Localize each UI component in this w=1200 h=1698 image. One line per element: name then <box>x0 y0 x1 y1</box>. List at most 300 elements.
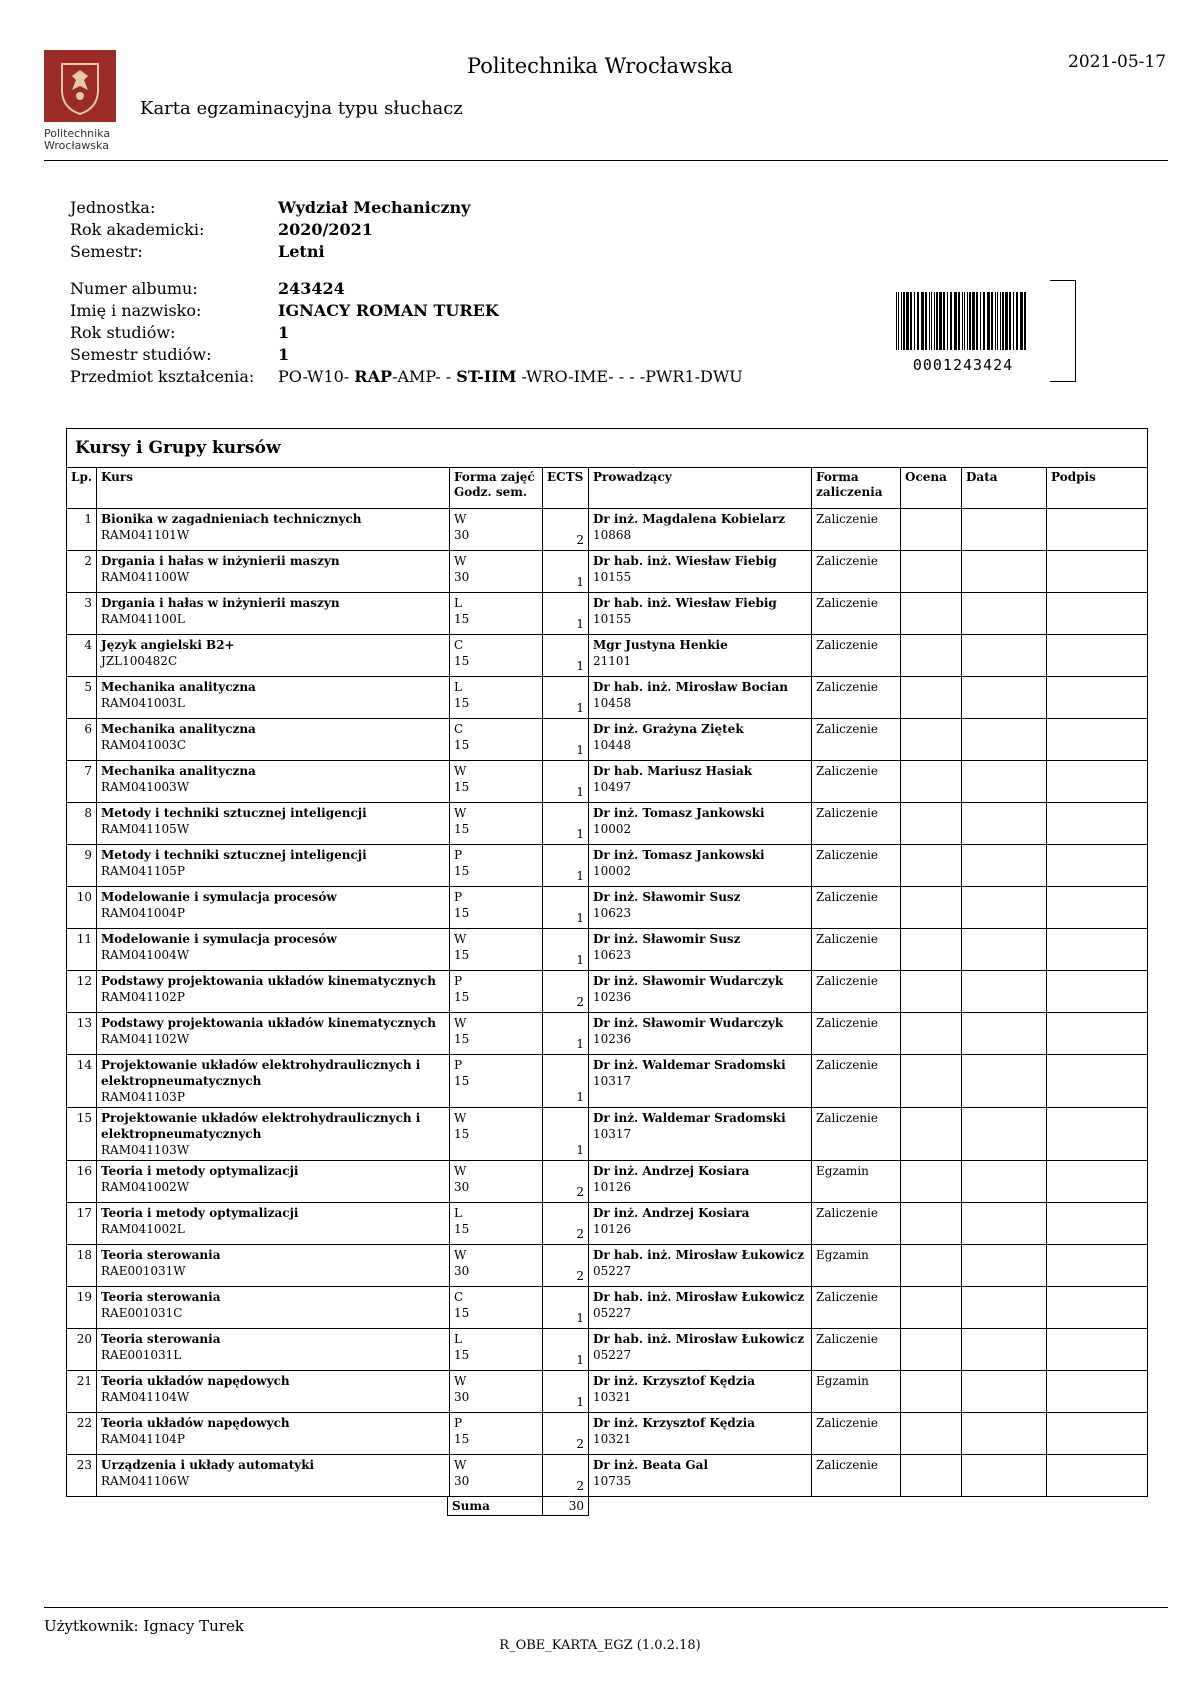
cell-kurs <box>97 1055 450 1108</box>
lp-value: 18 <box>76 1248 93 1262</box>
ects-value: 1 <box>576 785 585 799</box>
course-name: Teoria układów napędowych <box>101 1416 290 1430</box>
cell-forma <box>450 1329 543 1371</box>
przedmiot-part: ST-IIM <box>456 367 517 386</box>
course-code: RAM041002W <box>101 1180 190 1194</box>
course-code: RAM041003C <box>101 738 186 752</box>
forma-value: L <box>454 680 462 694</box>
table-row <box>67 761 1148 803</box>
forma-zaliczenia-value: Zaliczenie <box>816 848 878 862</box>
lp-value: 1 <box>84 512 93 526</box>
cell-prowadzacy <box>589 971 812 1013</box>
cell-ects <box>543 929 589 971</box>
cell-prowadzacy <box>589 845 812 887</box>
value-numer-albumu: 243424 <box>278 279 345 298</box>
barcode-bar <box>987 292 990 350</box>
label-semestr-studiow: Semestr studiów: <box>70 345 212 364</box>
cell-lp <box>67 1287 97 1329</box>
cell-prowadzacy <box>589 1203 812 1245</box>
table-row <box>67 1013 1148 1055</box>
table-row <box>67 635 1148 677</box>
ects-value: 1 <box>576 1143 585 1157</box>
cell-lp <box>67 1013 97 1055</box>
cell-ects <box>543 971 589 1013</box>
cell-ects <box>543 1329 589 1371</box>
lecturer-name: Dr inż. Sławomir Susz <box>593 890 741 904</box>
barcode-bar <box>925 292 927 350</box>
cell-data <box>962 677 1047 719</box>
cell-ocena <box>901 719 962 761</box>
cell-forma-zaliczenia <box>812 593 901 635</box>
cell-prowadzacy <box>589 1329 812 1371</box>
cell-data <box>962 1161 1047 1203</box>
table-row <box>67 719 1148 761</box>
godz-value: 15 <box>454 738 470 752</box>
lecturer-id: 10321 <box>593 1432 632 1446</box>
cell-kurs <box>97 551 450 593</box>
lecturer-id: 10448 <box>593 738 632 752</box>
lecturer-name: Dr inż. Waldemar Sradomski <box>593 1058 786 1072</box>
cell-forma <box>450 593 543 635</box>
lecturer-name: Dr hab. inż. Wiesław Fiebig <box>593 554 777 568</box>
cell-forma <box>450 1455 543 1497</box>
barcode-bar <box>898 292 899 350</box>
lecturer-id: 05227 <box>593 1264 632 1278</box>
report-code: R_OBE_KARTA_EGZ (1.0.2.18) <box>499 1638 701 1653</box>
header-kurs: Kurs <box>97 468 450 509</box>
forma-zaliczenia-value: Egzamin <box>816 1248 869 1262</box>
cell-data <box>962 1108 1047 1161</box>
lecturer-id: 10317 <box>593 1127 632 1141</box>
lp-value: 2 <box>84 554 93 568</box>
cell-kurs <box>97 1287 450 1329</box>
ects-value: 1 <box>576 827 585 841</box>
cell-podpis <box>1047 719 1148 761</box>
cell-data <box>962 1455 1047 1497</box>
cell-ects <box>543 845 589 887</box>
lp-value: 6 <box>84 722 93 736</box>
cell-forma <box>450 929 543 971</box>
course-code: RAM041101W <box>101 528 190 542</box>
table-row <box>67 1371 1148 1413</box>
cell-podpis <box>1047 803 1148 845</box>
godz-value: 15 <box>454 1074 470 1088</box>
lecturer-name: Dr inż. Krzysztof Kędzia <box>593 1374 755 1388</box>
cell-podpis <box>1047 1245 1148 1287</box>
cell-prowadzacy <box>589 1108 812 1161</box>
course-name: Mechanika analityczna <box>101 722 256 736</box>
forma-value: L <box>454 1206 462 1220</box>
cell-kurs <box>97 1329 450 1371</box>
lp-value: 14 <box>76 1058 93 1072</box>
header-forma-text: Forma zajęć <box>454 470 535 484</box>
cell-lp <box>67 803 97 845</box>
lecturer-id: 05227 <box>593 1348 632 1362</box>
lecturer-id: 10623 <box>593 906 632 920</box>
header-podpis: Podpis <box>1047 468 1148 509</box>
cell-prowadzacy <box>589 509 812 551</box>
cell-podpis <box>1047 635 1148 677</box>
barcode-bar <box>967 292 968 350</box>
cell-ects <box>543 761 589 803</box>
cell-prowadzacy <box>589 929 812 971</box>
forma-value: W <box>454 554 467 568</box>
lecturer-name: Dr inż. Beata Gal <box>593 1458 709 1472</box>
forma-zaliczenia-value: Zaliczenie <box>816 764 878 778</box>
forma-value: P <box>454 848 463 862</box>
barcode-bar <box>997 292 998 350</box>
ects-value: 1 <box>576 575 585 589</box>
lecturer-name: Dr hab. inż. Wiesław Fiebig <box>593 596 777 610</box>
cell-lp <box>67 929 97 971</box>
przedmiot-part: -AMP- - <box>392 367 457 386</box>
cell-ocena <box>901 929 962 971</box>
cell-forma-zaliczenia <box>812 1455 901 1497</box>
barcode-bar <box>947 292 948 350</box>
lecturer-id: 10236 <box>593 990 632 1004</box>
ects-value: 1 <box>576 911 585 925</box>
forma-value: P <box>454 974 463 988</box>
barcode-bar <box>964 292 965 350</box>
forma-zaliczenia-value: Zaliczenie <box>816 512 878 526</box>
sum-label: Suma <box>448 1497 543 1516</box>
forma-value: C <box>454 722 464 736</box>
cell-ects <box>543 803 589 845</box>
course-name: Podstawy projektowania układów kinematycznych <box>101 1016 436 1030</box>
cell-ects <box>543 677 589 719</box>
cell-ects <box>543 1013 589 1055</box>
lp-value: 15 <box>76 1111 93 1125</box>
barcode-bracket <box>1050 280 1076 382</box>
godz-value: 15 <box>454 990 470 1004</box>
cell-lp <box>67 1329 97 1371</box>
cell-data <box>962 551 1047 593</box>
table-row <box>67 929 1148 971</box>
cell-data <box>962 761 1047 803</box>
cell-forma-zaliczenia <box>812 1245 901 1287</box>
barcode-bar <box>950 292 952 350</box>
barcode-bar <box>931 292 932 350</box>
przedmiot-part: -WRO-IME- - - -PWR1-DWU <box>516 367 743 386</box>
cell-forma <box>450 971 543 1013</box>
cell-ects <box>543 1245 589 1287</box>
barcode-bar <box>896 292 897 350</box>
table-row <box>67 1161 1148 1203</box>
cell-ects <box>543 1108 589 1161</box>
course-code: RAM041105W <box>101 822 190 836</box>
cell-ocena <box>901 803 962 845</box>
ects-value: 1 <box>576 1090 585 1104</box>
forma-value: W <box>454 764 467 778</box>
table-row <box>67 971 1148 1013</box>
cell-lp <box>67 1203 97 1245</box>
header-ocena: Ocena <box>901 468 962 509</box>
cell-forma <box>450 803 543 845</box>
lp-value: 17 <box>76 1206 93 1220</box>
cell-podpis <box>1047 1413 1148 1455</box>
cell-podpis <box>1047 761 1148 803</box>
cell-podpis <box>1047 1161 1148 1203</box>
barcode-bar <box>1005 292 1008 350</box>
lecturer-id: 10868 <box>593 528 632 542</box>
barcode-bar <box>1016 292 1018 350</box>
cell-lp <box>67 551 97 593</box>
godz-value: 15 <box>454 654 470 668</box>
table-row <box>67 1245 1148 1287</box>
cell-lp <box>67 1245 97 1287</box>
value-semestr: Letni <box>278 242 325 261</box>
cell-kurs <box>97 635 450 677</box>
cell-forma-zaliczenia <box>812 551 901 593</box>
cell-forma <box>450 1013 543 1055</box>
table-row <box>67 1455 1148 1497</box>
lecturer-id: 10735 <box>593 1474 632 1488</box>
cell-ocena <box>901 887 962 929</box>
course-code: RAM041004P <box>101 906 185 920</box>
barcode-bar <box>962 292 963 350</box>
cell-ects <box>543 551 589 593</box>
lecturer-name: Dr hab. Mariusz Hasiak <box>593 764 753 778</box>
cell-ocena <box>901 1413 962 1455</box>
godz-value: 30 <box>454 570 470 584</box>
lecturer-name: Dr hab. inż. Mirosław Łukowicz <box>593 1332 805 1346</box>
cell-lp <box>67 971 97 1013</box>
cell-data <box>962 719 1047 761</box>
ects-value: 2 <box>576 1185 585 1199</box>
barcode-bar <box>921 292 924 350</box>
course-name: Metody i techniki sztucznej inteligencji <box>101 848 367 862</box>
cell-kurs <box>97 1413 450 1455</box>
cell-kurs <box>97 929 450 971</box>
lp-value: 3 <box>84 596 93 610</box>
lp-value: 4 <box>84 638 93 652</box>
course-code: RAM041100W <box>101 570 190 584</box>
course-name: Drgania i hałas w inżynierii maszyn <box>101 554 340 568</box>
label-numer-albumu: Numer albumu: <box>70 279 198 298</box>
value-jednostka: Wydział Mechaniczny <box>278 198 471 217</box>
cell-ocena <box>901 635 962 677</box>
godz-value: 15 <box>454 612 470 626</box>
cell-lp <box>67 677 97 719</box>
przedmiot-part: PO-W10- <box>278 367 355 386</box>
label-rok-akademicki: Rok akademicki: <box>70 220 205 239</box>
cell-forma <box>450 1371 543 1413</box>
godz-value: 15 <box>454 864 470 878</box>
course-code: RAM041103W <box>101 1143 190 1157</box>
lecturer-name: Dr hab. inż. Mirosław Łukowicz <box>593 1248 805 1262</box>
forma-value: L <box>454 1332 462 1346</box>
cell-ects <box>543 719 589 761</box>
cell-prowadzacy <box>589 1413 812 1455</box>
cell-ects <box>543 1371 589 1413</box>
godz-value: 15 <box>454 906 470 920</box>
lp-value: 8 <box>84 806 93 820</box>
course-code: RAM041003W <box>101 780 190 794</box>
cell-forma-zaliczenia <box>812 719 901 761</box>
cell-lp <box>67 1455 97 1497</box>
course-code: RAM041104P <box>101 1432 185 1446</box>
cell-lp <box>67 1055 97 1108</box>
lecturer-name: Dr inż. Krzysztof Kędzia <box>593 1416 755 1430</box>
document-date: 2021-05-17 <box>1068 52 1167 72</box>
forma-zaliczenia-value: Zaliczenie <box>816 974 878 988</box>
lp-value: 7 <box>84 764 93 778</box>
cell-forma <box>450 1108 543 1161</box>
value-imie-nazwisko: IGNACY ROMAN TUREK <box>278 301 499 320</box>
cell-ocena <box>901 1013 962 1055</box>
cell-prowadzacy <box>589 551 812 593</box>
value-rok-akademicki: 2020/2021 <box>278 220 373 239</box>
footer-user: Użytkownik: Ignacy Turek <box>44 1617 244 1635</box>
lecturer-name: Dr inż. Magdalena Kobielarz <box>593 512 786 526</box>
cell-kurs <box>97 971 450 1013</box>
cell-kurs <box>97 1371 450 1413</box>
cell-data <box>962 1055 1047 1108</box>
forma-zaliczenia-value: Zaliczenie <box>816 1458 878 1472</box>
lp-value: 11 <box>76 932 93 946</box>
course-code: RAE001031C <box>101 1306 183 1320</box>
cell-lp <box>67 1161 97 1203</box>
ects-value: 1 <box>576 743 585 757</box>
course-name: Modelowanie i symulacja procesów <box>101 890 337 904</box>
header-godz-text: Godz. sem. <box>454 485 528 499</box>
forma-value: P <box>454 1058 463 1072</box>
lecturer-name: Dr hab. inż. Mirosław Łukowicz <box>593 1290 805 1304</box>
cell-prowadzacy <box>589 635 812 677</box>
cell-forma <box>450 761 543 803</box>
barcode-bar <box>976 292 978 350</box>
cell-forma-zaliczenia <box>812 1287 901 1329</box>
cell-ocena <box>901 1055 962 1108</box>
table-row <box>67 1108 1148 1161</box>
cell-forma <box>450 1055 543 1108</box>
header-prowadzacy: Prowadzący <box>589 468 812 509</box>
cell-kurs <box>97 1203 450 1245</box>
godz-value: 30 <box>454 1474 470 1488</box>
barcode-bar <box>1002 292 1004 350</box>
cell-kurs <box>97 677 450 719</box>
ects-value: 2 <box>576 1479 585 1493</box>
cell-lp <box>67 593 97 635</box>
lp-value: 22 <box>76 1416 93 1430</box>
barcode-bar <box>958 292 960 350</box>
sum-table <box>447 1496 589 1516</box>
cell-ects <box>543 1055 589 1108</box>
lecturer-id: 21101 <box>593 654 632 668</box>
lecturer-id: 10002 <box>593 822 632 836</box>
cell-lp <box>67 635 97 677</box>
document-title: Karta egzaminacyjna typu słuchacz <box>140 98 463 119</box>
table-caption: Kursy i Grupy kursów <box>67 429 1148 468</box>
course-code: RAM041002L <box>101 1222 185 1236</box>
barcode-bar <box>1009 292 1011 350</box>
lecturer-name: Mgr Justyna Henkie <box>593 638 728 652</box>
table-row <box>67 803 1148 845</box>
forma-zaliczenia-value: Zaliczenie <box>816 1416 878 1430</box>
course-code: RAE001031L <box>101 1348 182 1362</box>
lp-value: 12 <box>76 974 93 988</box>
lp-value: 19 <box>76 1290 93 1304</box>
cell-ocena <box>901 1245 962 1287</box>
lp-value: 13 <box>76 1016 93 1030</box>
footer-divider <box>44 1607 1168 1608</box>
cell-podpis <box>1047 845 1148 887</box>
ects-value: 2 <box>576 533 585 547</box>
godz-value: 15 <box>454 1348 470 1362</box>
course-name: Mechanika analityczna <box>101 680 256 694</box>
ects-value: 2 <box>576 1437 585 1451</box>
cell-forma-zaliczenia <box>812 1413 901 1455</box>
table-row <box>67 551 1148 593</box>
cell-podpis <box>1047 1108 1148 1161</box>
course-code: RAM041100L <box>101 612 185 626</box>
cell-forma-zaliczenia <box>812 1108 901 1161</box>
course-name: Projektowanie układów elektrohydraulicznych i elektropneumatycznych <box>101 1111 421 1141</box>
cell-forma <box>450 677 543 719</box>
cell-forma-zaliczenia <box>812 761 901 803</box>
cell-forma <box>450 1161 543 1203</box>
cell-kurs <box>97 1455 450 1497</box>
forma-value: C <box>454 638 464 652</box>
forma-zaliczenia-value: Zaliczenie <box>816 1016 878 1030</box>
header-divider <box>44 160 1168 161</box>
lecturer-id: 10623 <box>593 948 632 962</box>
cell-kurs <box>97 593 450 635</box>
logo-caption: Politechnika Wrocławska <box>44 127 111 152</box>
lecturer-name: Dr inż. Sławomir Wudarczyk <box>593 974 784 988</box>
ects-value: 1 <box>576 1395 585 1409</box>
cell-kurs <box>97 803 450 845</box>
course-code: JZL100482C <box>101 654 178 668</box>
lecturer-name: Dr inż. Sławomir Wudarczyk <box>593 1016 784 1030</box>
barcode-bar <box>910 292 912 350</box>
cell-data <box>962 1371 1047 1413</box>
lecturer-id: 10002 <box>593 864 632 878</box>
forma-zaliczenia-value: Zaliczenie <box>816 932 878 946</box>
barcode-bar <box>901 292 902 350</box>
barcode-bar <box>995 292 996 350</box>
lecturer-name: Dr hab. inż. Mirosław Bocian <box>593 680 788 694</box>
cell-forma-zaliczenia <box>812 635 901 677</box>
lp-value: 5 <box>84 680 93 694</box>
lp-value: 10 <box>76 890 93 904</box>
cell-kurs <box>97 509 450 551</box>
cell-data <box>962 1245 1047 1287</box>
course-name: Modelowanie i symulacja procesów <box>101 932 337 946</box>
header-lp: Lp. <box>67 468 97 509</box>
cell-kurs <box>97 1013 450 1055</box>
cell-podpis <box>1047 593 1148 635</box>
barcode-bar <box>906 292 909 350</box>
cell-forma-zaliczenia <box>812 1203 901 1245</box>
course-code: RAM041003L <box>101 696 185 710</box>
barcode <box>896 292 1030 350</box>
barcode-bar <box>1020 292 1023 350</box>
godz-value: 15 <box>454 1306 470 1320</box>
course-code: RAM041102W <box>101 1032 190 1046</box>
cell-forma <box>450 1245 543 1287</box>
cell-data <box>962 929 1047 971</box>
ects-value: 1 <box>576 1353 585 1367</box>
ects-value: 1 <box>576 953 585 967</box>
header-forma-zaliczenia: Forma zaliczenia <box>812 468 901 509</box>
forma-value: W <box>454 806 467 820</box>
cell-forma-zaliczenia <box>812 971 901 1013</box>
barcode-bar <box>929 292 930 350</box>
cell-ocena <box>901 593 962 635</box>
barcode-bar <box>1000 292 1001 350</box>
cell-podpis <box>1047 1055 1148 1108</box>
